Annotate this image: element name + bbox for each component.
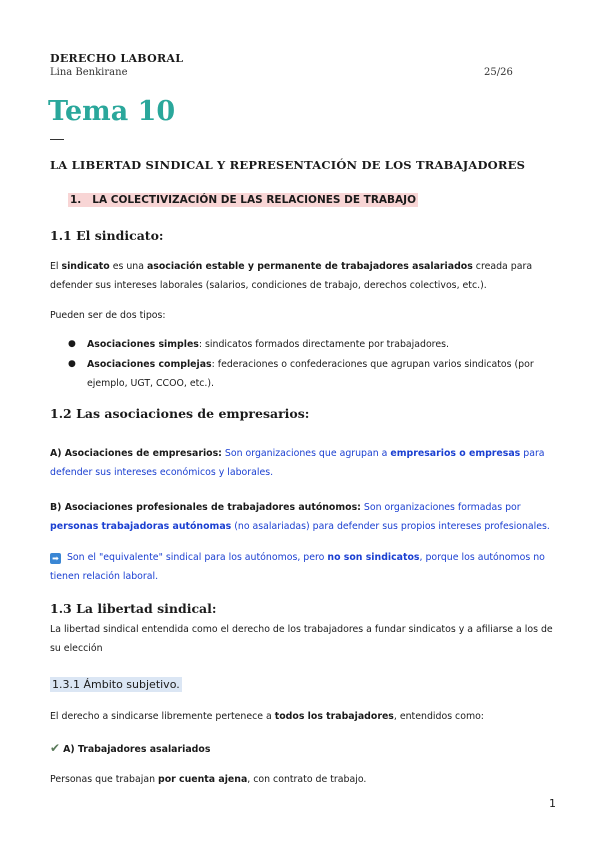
paragraph-ambito: El derecho a sindicarse libremente pertenece a todos los trabajadores, entendidos como: (50, 711, 484, 722)
page-number: 1 (549, 797, 556, 810)
heading-1-2: 1.2 Las asociaciones de empresarios: (50, 406, 310, 421)
bullet-icon: ● (68, 339, 76, 349)
paragraph-sindicato: El sindicato es una asociación estable y permanente de trabajadores asalariados creada para defender sus intereses laborales (salarios, condiciones de trabajo, derechos colectivos, etc.). (50, 261, 533, 291)
page-title: Tema 10 (48, 96, 176, 127)
checkmark-icon: ✔ (50, 741, 61, 755)
list-item: ● Asociaciones simples: sindicatos formados directamente por trabajadores. (68, 335, 558, 354)
chapter-subtitle: LA LIBERTAD SINDICAL Y REPRESENTACIÓN DE LOS TRABAJADORES (50, 158, 526, 172)
tipos-list (68, 335, 558, 394)
list-item: ● Asociaciones complejas: federaciones o confederaciones que agrupan varios sindicatos (por ejemplo, UGT, CCOO, etc.). (68, 355, 558, 393)
document-header-title: DERECHO LABORAL (50, 52, 184, 65)
paragraph-tipos: Pueden ser de dos tipos: (50, 310, 166, 321)
arrow-right-icon: ➡ (50, 553, 61, 564)
title-underline (50, 139, 64, 140)
heading-1-3-1: 1.3.1 Ámbito subjetivo. (52, 678, 180, 691)
bullet-icon: ● (68, 359, 76, 369)
page-counter: 25/26 (484, 67, 513, 78)
paragraph-libertad-sindical: La libertad sindical entendida como el derecho de los trabajadores a fundar sindicatos y a afiliarse a los de su elección (50, 624, 553, 654)
heading-1-3: 1.3 La libertad sindical: (50, 601, 217, 616)
paragraph-asoc-autonomos: B) Asociaciones profesionales de trabajadores autónomos: Son organizaciones formadas por personas trabajadoras autónomas (no asalariadas) para defender sus propios intereses profesionales. (50, 502, 550, 532)
paragraph-note: ➡ Son el "equivalente" sindical para los autónomos, pero no son sindicatos, porque los autónomos no tienen relación laboral. (50, 552, 545, 582)
subheading-asalariados: ✔ A) Trabajadores asalariados (50, 741, 211, 755)
paragraph-asalariados: Personas que trabajan por cuenta ajena, con contrato de trabajo. (50, 774, 367, 785)
section-heading-1: 1. LA COLECTIVIZACIÓN DE LAS RELACIONES DE TRABAJO (70, 194, 417, 206)
heading-1-1: 1.1 El sindicato: (50, 228, 164, 243)
paragraph-asoc-empresarios: A) Asociaciones de empresarios: Son organizaciones que agrupan a empresarios o empresas para defender sus intereses económicos y laborales. (50, 448, 545, 478)
document-author: Lina Benkirane (50, 67, 128, 78)
